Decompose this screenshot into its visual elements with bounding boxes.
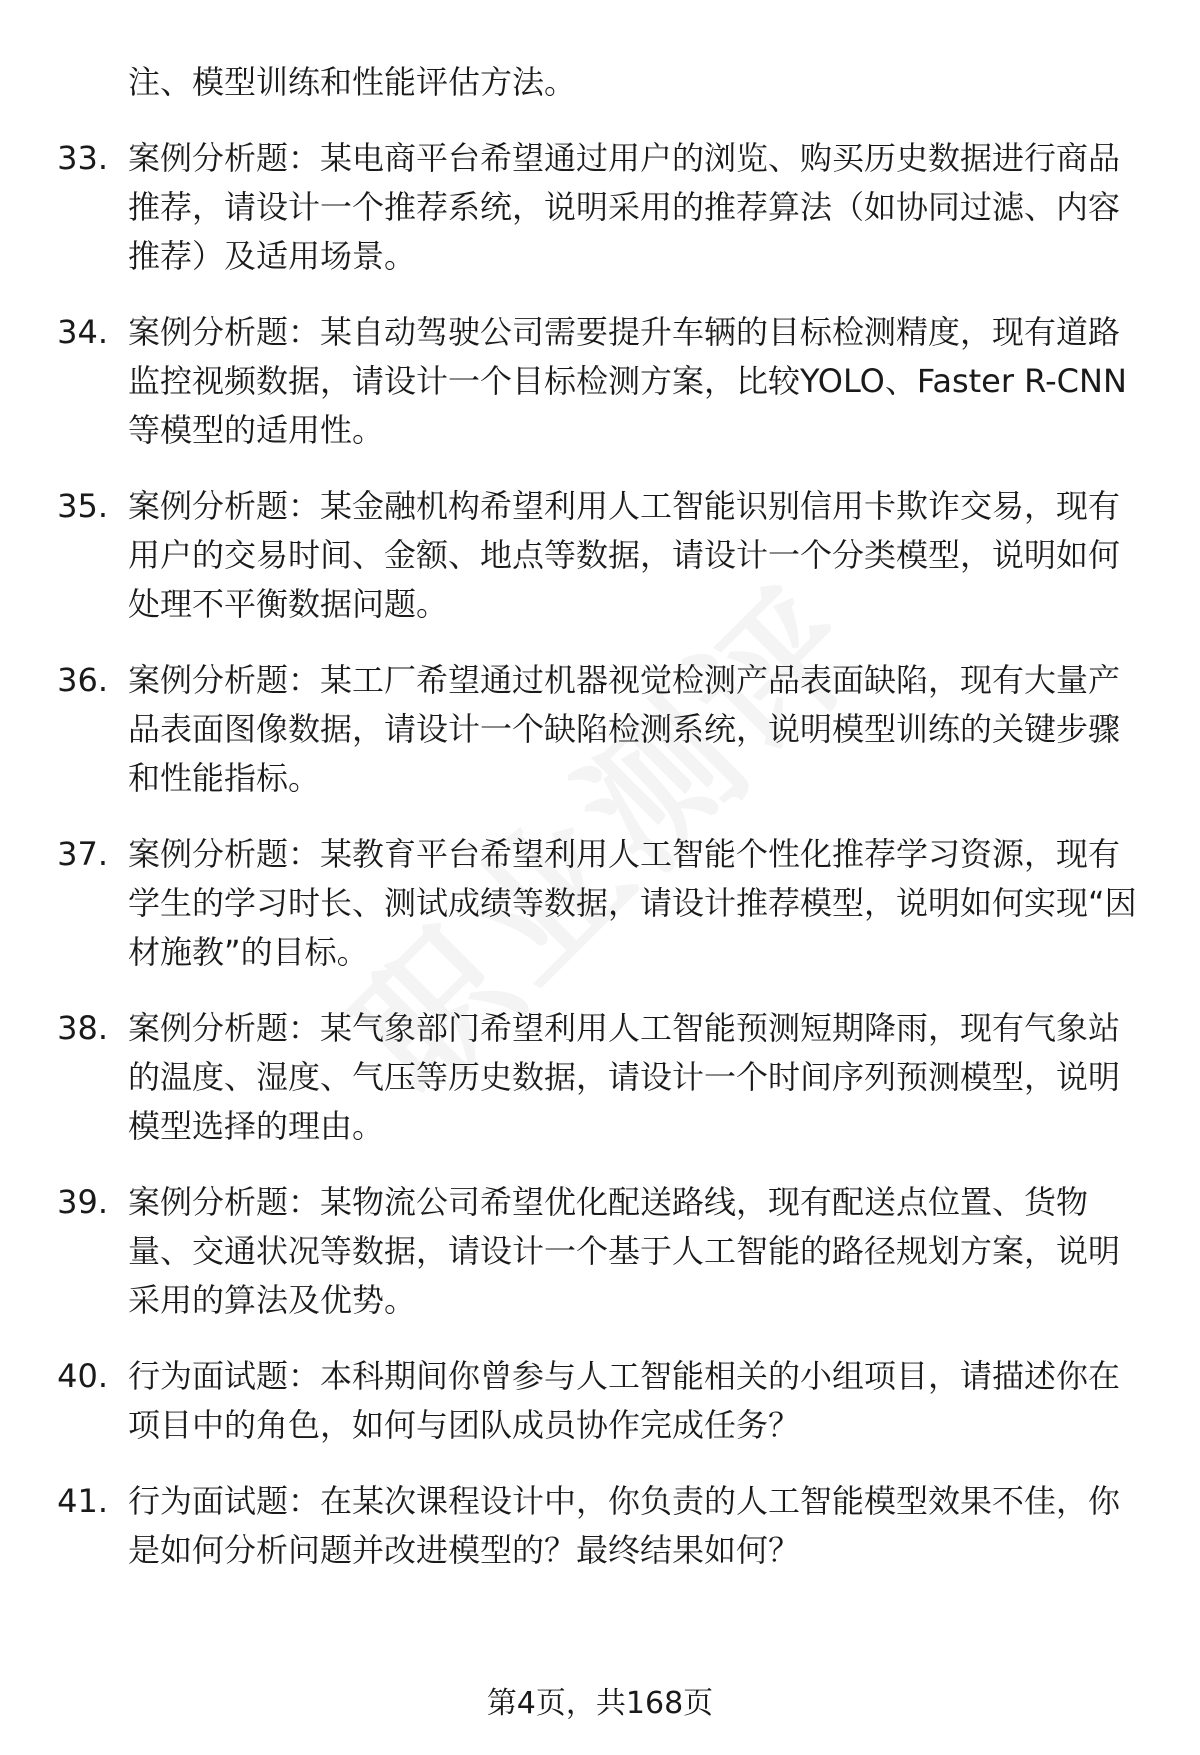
question-text: 行为面试题：本科期间你曾参与人工智能相关的小组项目，请描述你在项目中的角色，如何与团队成员协作完成任务？ bbox=[128, 1357, 1121, 1444]
page-footer: 第4页，共168页 bbox=[486, 1686, 714, 1721]
question-number: 38. bbox=[57, 1009, 108, 1047]
question-text: 案例分析题：某物流公司希望优化配送路线，现有配送点位置、货物量、交通状况等数据，请设计一个基于人工智能的路径规划方案，说明采用的算法及优势。 bbox=[128, 1183, 1121, 1319]
question-item bbox=[0, 308, 1200, 455]
question-item bbox=[0, 1004, 1200, 1151]
question-number: 39. bbox=[57, 1183, 108, 1221]
question-list bbox=[0, 58, 1200, 1602]
question-item bbox=[0, 482, 1200, 629]
question-number: 37. bbox=[57, 835, 108, 873]
question-text: 案例分析题：某教育平台希望利用人工智能个性化推荐学习资源，现有学生的学习时长、测试成绩等数据，请设计推荐模型，说明如何实现“因材施教”的目标。 bbox=[128, 835, 1137, 971]
question-text: 行为面试题：在某次课程设计中，你负责的人工智能模型效果不佳，你是如何分析问题并改进模型的？最终结果如何？ bbox=[128, 1482, 1121, 1569]
question-text: 案例分析题：某自动驾驶公司需要提升车辆的目标检测精度，现有道路监控视频数据，请设计一个目标检测方案，比较YOLO、Faster R-CNN等模型的适用性。 bbox=[128, 313, 1127, 449]
question-text: 案例分析题：某气象部门希望利用人工智能预测短期降雨，现有气象站的温度、湿度、气压等历史数据，请设计一个时间序列预测模型，说明模型选择的理由。 bbox=[128, 1009, 1121, 1145]
continuation-text: 注、模型训练和性能评估方法。 bbox=[128, 63, 577, 101]
question-item bbox=[0, 830, 1200, 977]
question-text: 案例分析题：某工厂希望通过机器视觉检测产品表面缺陷，现有大量产品表面图像数据，请设计一个缺陷检测系统，说明模型训练的关键步骤和性能指标。 bbox=[128, 661, 1121, 797]
question-number: 40. bbox=[57, 1357, 108, 1395]
question-number: 35. bbox=[57, 487, 108, 525]
question-text: 案例分析题：某电商平台希望通过用户的浏览、购买历史数据进行商品推荐，请设计一个推荐系统，说明采用的推荐算法（如协同过滤、内容推荐）及适用场景。 bbox=[128, 139, 1121, 275]
question-item bbox=[0, 1178, 1200, 1325]
question-number: 41. bbox=[57, 1482, 108, 1520]
question-number: 33. bbox=[57, 139, 108, 177]
question-number: 34. bbox=[57, 313, 108, 351]
question-item bbox=[0, 1352, 1200, 1450]
question-item bbox=[0, 1477, 1200, 1575]
question-item bbox=[0, 656, 1200, 803]
question-text: 案例分析题：某金融机构希望利用人工智能识别信用卡欺诈交易，现有用户的交易时间、金额、地点等数据，请设计一个分类模型，说明如何处理不平衡数据问题。 bbox=[128, 487, 1121, 623]
question-number: 36. bbox=[57, 661, 108, 699]
question-item bbox=[0, 134, 1200, 281]
